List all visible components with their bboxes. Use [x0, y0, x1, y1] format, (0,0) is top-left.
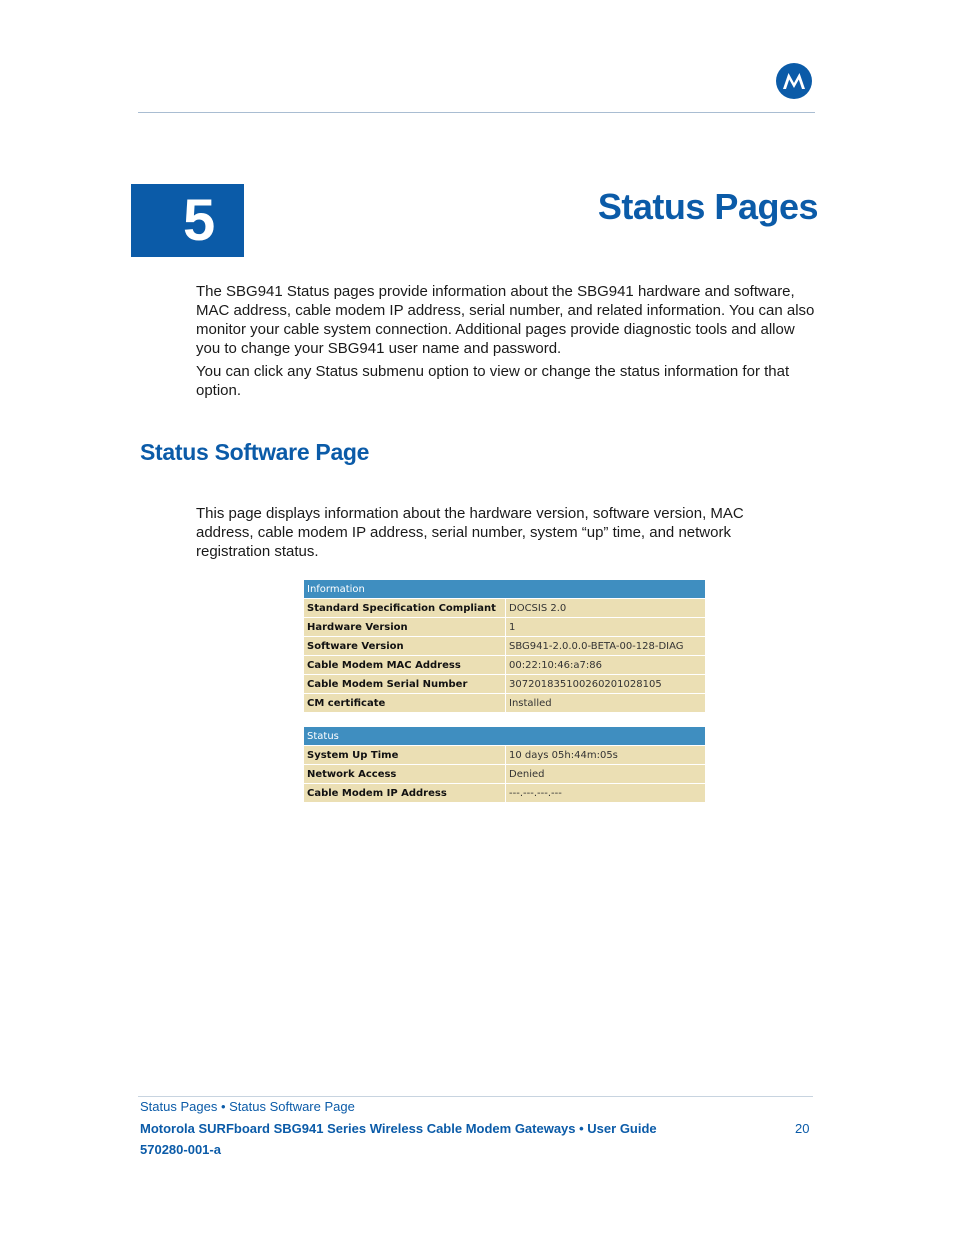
row-value: 10 days 05h:44m:05s — [506, 746, 705, 765]
row-value: SBG941-2.0.0.0-BETA-00-128-DIAG — [506, 637, 705, 656]
row-label: System Up Time — [304, 746, 506, 765]
header-divider — [138, 112, 815, 113]
footer-guide-title: Motorola SURFboard SBG941 Series Wireless Cable Modem Gateways • User Guide — [140, 1121, 657, 1136]
row-label: Cable Modem MAC Address — [304, 656, 506, 675]
footer-divider — [138, 1096, 813, 1097]
row-value: DOCSIS 2.0 — [506, 599, 705, 618]
footer-doc-number: 570280-001-a — [140, 1142, 221, 1157]
footer-breadcrumb: Status Pages • Status Software Page — [140, 1099, 355, 1114]
chapter-number-box: 5 — [131, 184, 244, 257]
table-row — [304, 746, 705, 765]
table-row — [304, 656, 705, 675]
table-row — [304, 694, 705, 713]
row-value: 1 — [506, 618, 705, 637]
row-value: 00:22:10:46:a7:86 — [506, 656, 705, 675]
motorola-logo-icon — [776, 63, 812, 99]
row-value: Installed — [506, 694, 705, 713]
row-label: Standard Specification Compliant — [304, 599, 506, 618]
intro-paragraph-1: The SBG941 Status pages provide information about the SBG941 hardware and software, MAC address, cable modem IP address, serial number, and related information. You can also monitor your cable system connection. Additional pages provide diagnostic tools and allow you to change your SBG941 user name and password. — [196, 283, 815, 357]
row-value: ---.---.---.--- — [506, 784, 705, 803]
row-value: 307201835100260201028105 — [506, 675, 705, 694]
row-label: Cable Modem Serial Number — [304, 675, 506, 694]
intro-paragraph-2: You can click any Status submenu option to view or change the status information for that option. — [196, 363, 790, 399]
table-row — [304, 599, 705, 618]
section-paragraph: This page displays information about the hardware version, software version, MAC address, cable modem IP address, serial number, system “up” time, and network registration status. — [196, 505, 744, 560]
status-table-header: Status — [304, 727, 705, 746]
table-row — [304, 675, 705, 694]
table-row — [304, 784, 705, 803]
page-number: 20 — [795, 1121, 810, 1136]
row-label: Hardware Version — [304, 618, 506, 637]
status-table — [304, 727, 705, 803]
table-row — [304, 618, 705, 637]
table-row — [304, 637, 705, 656]
information-table-header: Information — [304, 580, 705, 599]
row-label: Software Version — [304, 637, 506, 656]
chapter-title: Status Pages — [597, 186, 818, 227]
row-label: Network Access — [304, 765, 506, 784]
table-row — [304, 765, 705, 784]
information-table — [304, 580, 705, 713]
section-title: Status Software Page — [140, 439, 370, 465]
row-value: Denied — [506, 765, 705, 784]
row-label: CM certificate — [304, 694, 506, 713]
row-label: Cable Modem IP Address — [304, 784, 506, 803]
